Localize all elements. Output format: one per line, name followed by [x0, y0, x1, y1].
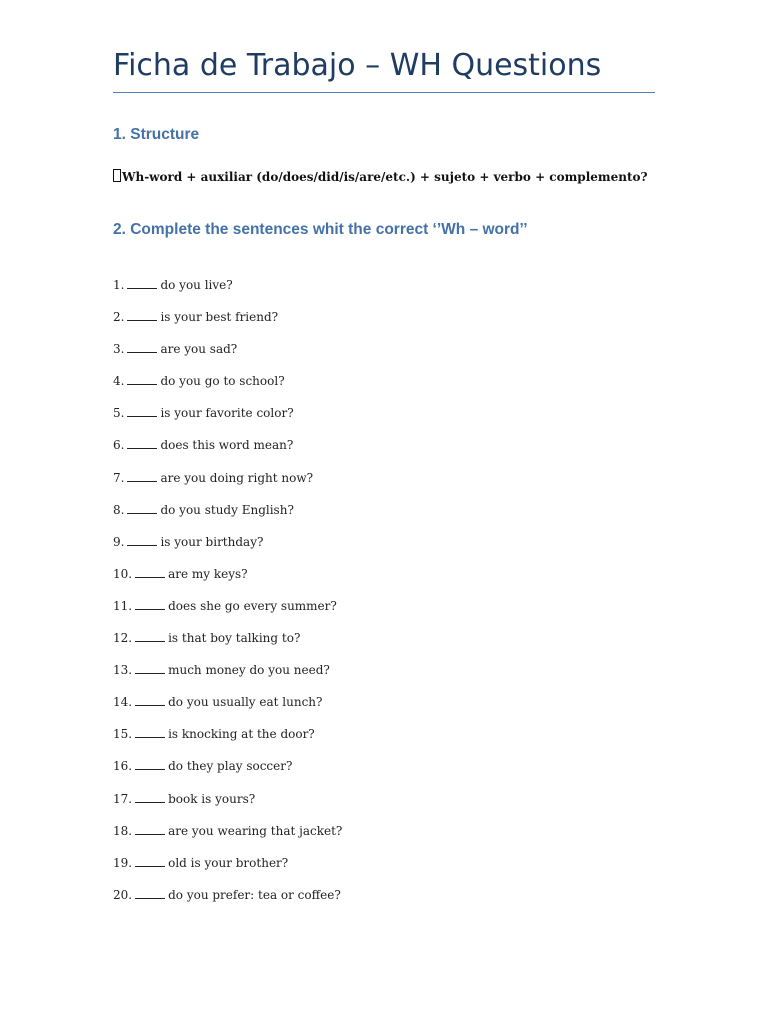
- answer-blank[interactable]: [135, 790, 165, 803]
- answer-blank[interactable]: [135, 757, 165, 770]
- answer-blank[interactable]: [127, 372, 157, 385]
- question-item: [113, 533, 342, 565]
- answer-blank[interactable]: [127, 308, 157, 321]
- section-heading-complete: 2. Complete the sentences whit the correct ‘’Wh – word’’: [113, 221, 528, 238]
- question-text: do you live?: [160, 278, 233, 292]
- question-text: are you sad?: [160, 342, 238, 357]
- question-text: are you doing right now?: [160, 470, 314, 485]
- structure-formula-text: Wh-word + auxiliar (do/does/did/is/are/etc.) + sujeto + verbo + complemento?: [122, 170, 648, 184]
- question-number: 19.: [113, 855, 133, 870]
- question-number: 2.: [113, 310, 125, 325]
- question-number: 7.: [113, 470, 125, 485]
- answer-blank[interactable]: [135, 822, 165, 835]
- question-number: 1.: [113, 278, 125, 292]
- question-text: book is yours?: [168, 791, 256, 806]
- question-list: [113, 276, 342, 918]
- question-text: do you go to school?: [160, 374, 285, 389]
- question-item: [113, 469, 342, 501]
- answer-blank[interactable]: [135, 661, 165, 674]
- question-item: [113, 822, 342, 854]
- question-text: is your favorite color?: [160, 406, 294, 421]
- question-number: 9.: [113, 534, 125, 549]
- question-number: 14.: [113, 695, 133, 710]
- answer-blank[interactable]: [127, 501, 157, 514]
- question-text: is that boy talking to?: [168, 631, 301, 646]
- bullet-glyph-icon: [113, 169, 121, 182]
- question-item: [113, 372, 342, 404]
- answer-blank[interactable]: [135, 629, 165, 642]
- question-number: 18.: [113, 823, 133, 838]
- question-item: [113, 404, 342, 436]
- answer-blank[interactable]: [135, 886, 165, 899]
- question-item: [113, 308, 342, 340]
- question-item: [113, 597, 342, 629]
- answer-blank[interactable]: [127, 404, 157, 417]
- question-text: are you wearing that jacket?: [168, 823, 343, 838]
- question-text: does this word mean?: [160, 438, 294, 453]
- question-number: 6.: [113, 438, 125, 453]
- answer-blank[interactable]: [135, 725, 165, 738]
- question-number: 10.: [113, 566, 133, 581]
- question-text: do they play soccer?: [168, 759, 293, 774]
- question-item: [113, 276, 342, 308]
- question-item: [113, 565, 342, 597]
- answer-blank[interactable]: [127, 469, 157, 482]
- question-number: 8.: [113, 502, 125, 517]
- question-number: 16.: [113, 759, 133, 774]
- answer-blank[interactable]: [135, 597, 165, 610]
- question-number: 17.: [113, 791, 133, 806]
- answer-blank[interactable]: [135, 693, 165, 706]
- question-item: [113, 661, 342, 693]
- section-heading-structure: 1. Structure: [113, 126, 200, 143]
- structure-formula: [113, 169, 648, 184]
- question-number: 20.: [113, 887, 133, 902]
- question-item: [113, 790, 342, 822]
- question-text: do you prefer: tea or coffee?: [168, 887, 341, 902]
- question-number: 15.: [113, 727, 133, 742]
- question-item: [113, 693, 342, 725]
- question-item: [113, 340, 342, 372]
- question-item: [113, 886, 342, 918]
- question-number: 11.: [113, 598, 133, 613]
- question-number: 3.: [113, 342, 125, 357]
- page-title: Ficha de Trabajo – WH Questions: [113, 48, 602, 83]
- question-item: [113, 725, 342, 757]
- question-text: is your birthday?: [160, 534, 264, 549]
- question-text: do you study English?: [160, 502, 294, 517]
- question-text: is knocking at the door?: [168, 727, 315, 742]
- question-item: [113, 629, 342, 661]
- question-text: old is your brother?: [168, 855, 289, 870]
- question-item: [113, 501, 342, 533]
- answer-blank[interactable]: [127, 533, 157, 546]
- question-item: [113, 757, 342, 789]
- question-item: [113, 854, 342, 886]
- question-text: do you usually eat lunch?: [168, 695, 323, 710]
- question-number: 5.: [113, 406, 125, 421]
- question-number: 13.: [113, 663, 133, 678]
- answer-blank[interactable]: [127, 340, 157, 353]
- answer-blank[interactable]: [135, 565, 165, 578]
- question-text: are my keys?: [168, 566, 248, 581]
- title-divider: [113, 92, 655, 93]
- answer-blank[interactable]: [127, 436, 157, 449]
- answer-blank[interactable]: [127, 276, 157, 289]
- question-text: much money do you need?: [168, 663, 330, 678]
- question-number: 12.: [113, 631, 133, 646]
- answer-blank[interactable]: [135, 854, 165, 867]
- question-number: 4.: [113, 374, 125, 389]
- question-item: [113, 436, 342, 468]
- question-text: does she go every summer?: [168, 598, 337, 613]
- question-text: is your best friend?: [160, 310, 279, 325]
